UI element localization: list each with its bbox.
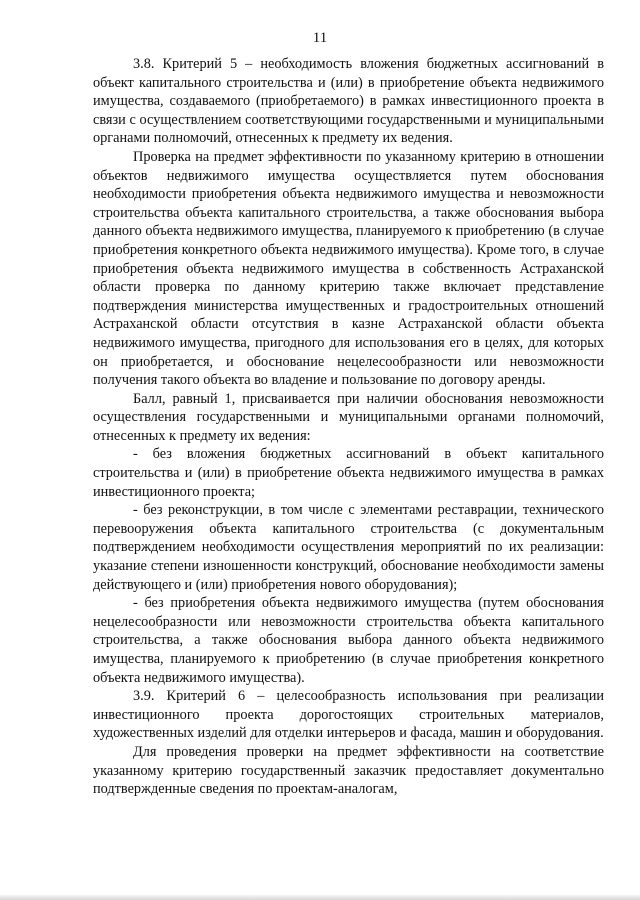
paragraph-analogs: Для проведения проверки на предмет эффективности на соответствие указанному критерию государственный заказчик предоставляет документально подтвержденные сведения по проектам-аналогам, <box>93 743 604 798</box>
list-item-reconstruction: - без реконструкции, в том числе с элементами реставрации, технического перевооружения объекта капитального строительства (с документальным подтверждением необходимости осуществления мероприятий по их реализации: указание степени изношенности конструкций, обоснование необходимости замены действующего и (или) приобретения нового оборудования); <box>93 502 604 593</box>
body-text <box>93 55 604 799</box>
scan-bottom-edge <box>0 895 640 900</box>
list-item-acquisition: - без приобретения объекта недвижимого имущества (путем обоснования нецелесообразности или невозможности строительства объекта капитального строительства, а также обоснования выбора данного объекта недвижимого имущества, планируемого к приобретению (в случае приобретения конкретного объекта недвижимого имущества). <box>93 595 604 686</box>
list-item-budget: - без вложения бюджетных ассигнований в объект капитального строительства и (или) в приобретение объекта недвижимого имущества в рамках инвестиционного проекта; <box>93 446 604 500</box>
paragraph-criterion-5: 3.8. Критерий 5 – необходимость вложения бюджетных ассигнований в объект капитального строительства и (или) в приобретение объекта недвижимого имущества, создаваемого (приобретаемого) в рамках инвестиционного проекта в связи с осуществлением соответствующими государственными и муниципальными органами полномочий, отнесенных к предмету их ведения. <box>93 56 604 147</box>
paragraph-score: Балл, равный 1, присваивается при наличии обоснования невозможности осуществления государственными и муниципальными органами полномочий, отнесенных к предмету их ведения: <box>93 390 604 444</box>
paragraph-verification: Проверка на предмет эффективности по указанному критерию в отношении объектов недвижимого имущества осуществляется путем обоснования необходимости приобретения объекта недвижимого имущества и невозможности строительства объекта капитального строительства, а также обоснования выбора данного объекта недвижимого имущества, планируемого к приобретению (в случае приобретения конкретного объекта недвижимого имущества). Кроме того, в случае приобретения объекта недвижимого имущества в собственность Астраханской области проверка по данному критерию также включает представление подтверждения министерства имущественных и градостроительных отношений Астраханской области отсутствия в казне Астраханской области объекта недвижимого имущества, пригодного для использования его в целях, для которых он приобретается, и обоснование нецелесообразности или невозможности получения такого объекта во владение и пользование по договору аренды. <box>93 148 604 389</box>
page-number: 11 <box>312 30 328 46</box>
paragraph-criterion-6: 3.9. Критерий 6 – целесообразность использования при реализации инвестиционного проекта дорогостоящих строительных материалов, художественных изделий для отделки интерьеров и фасада, машин и оборудования. <box>93 688 604 742</box>
